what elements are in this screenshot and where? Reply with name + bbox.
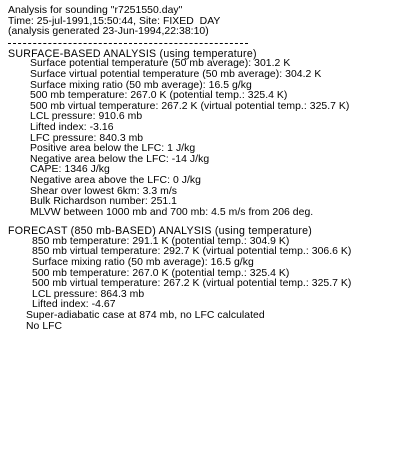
surface-line-bulk-richardson: Bulk Richardson number: 251.1 (30, 196, 177, 208)
surface-line-lifted-index: Lifted index: -3.16 (30, 121, 114, 133)
surface-line-shear: Shear over lowest 6km: 3.3 m/s (30, 185, 178, 197)
analysis-time: Time: 25-jul-1991,15:50:44, Site: FIXED DAY (8, 15, 221, 27)
forecast-note-no-lfc: No LFC (26, 320, 63, 332)
surface-line-positive-area: Positive area below the LFC: 1 J/kg (30, 143, 196, 155)
surface-line-potential-temperature: Surface potential temperature (50 mb average): 301.2 K (30, 58, 291, 70)
forecast-analysis-heading: FORECAST (850 mb-BASED) ANALYSIS (using temperature) (8, 225, 313, 238)
surface-line-500mb-temperature: 500 mb temperature: 267.0 K (potential temp.: 325.4 K) (30, 90, 288, 102)
forecast-line-500mb-virtual-temperature: 500 mb virtual temperature: 267.2 K (virtual potential temp.: 325.7 K) (32, 278, 352, 290)
surface-line-virtual-potential-temperature: Surface virtual potential temperature (50 mb average): 304.2 K (30, 68, 322, 80)
forecast-line-850mb-virtual-temperature: 850 mb virtual temperature: 292.7 K (virtual potential temp.: 306.6 K) (32, 246, 352, 258)
forecast-line-lifted-index: Lifted index: -4.67 (32, 299, 116, 311)
surface-line-lcl-pressure: LCL pressure: 910.6 mb (30, 111, 143, 123)
surface-analysis-heading: SURFACE-BASED ANALYSIS (using temperature) (8, 47, 257, 60)
analysis-generated: (analysis generated 23-Jun-1994,22:38:10) (8, 26, 209, 38)
sounding-analysis-document (8, 6, 412, 332)
forecast-line-mixing-ratio: Surface mixing ratio (50 mb average): 16.5 g/kg (32, 257, 254, 269)
forecast-note-superadiabatic: Super-adiabatic case at 874 mb, no LFC calculated (26, 310, 265, 322)
surface-line-mlvw: MLVW between 1000 mb and 700 mb: 4.5 m/s from 206 deg. (30, 206, 314, 218)
surface-line-mixing-ratio: Surface mixing ratio (50 mb average): 16.5 g/kg (30, 79, 252, 91)
surface-line-negative-area-below: Negative area below the LFC: -14 J/kg (30, 153, 210, 165)
analysis-title: Analysis for sounding "r7251550.day" (8, 5, 183, 16)
surface-line-lfc-pressure: LFC pressure: 840.3 mb (30, 132, 144, 144)
surface-line-500mb-virtual-temperature: 500 mb virtual temperature: 267.2 K (virtual potential temp.: 325.7 K) (30, 100, 350, 112)
surface-line-negative-area-above: Negative area above the LFC: 0 J/kg (30, 174, 201, 186)
surface-line-cape: CAPE: 1346 J/kg (30, 164, 110, 176)
forecast-line-850mb-temperature: 850 mb temperature: 291.1 K (potential temp.: 304.9 K) (32, 235, 290, 247)
forecast-line-500mb-temperature: 500 mb temperature: 267.0 K (potential temp.: 325.4 K) (32, 267, 290, 279)
forecast-line-lcl-pressure: LCL pressure: 864.3 mb (32, 288, 145, 300)
